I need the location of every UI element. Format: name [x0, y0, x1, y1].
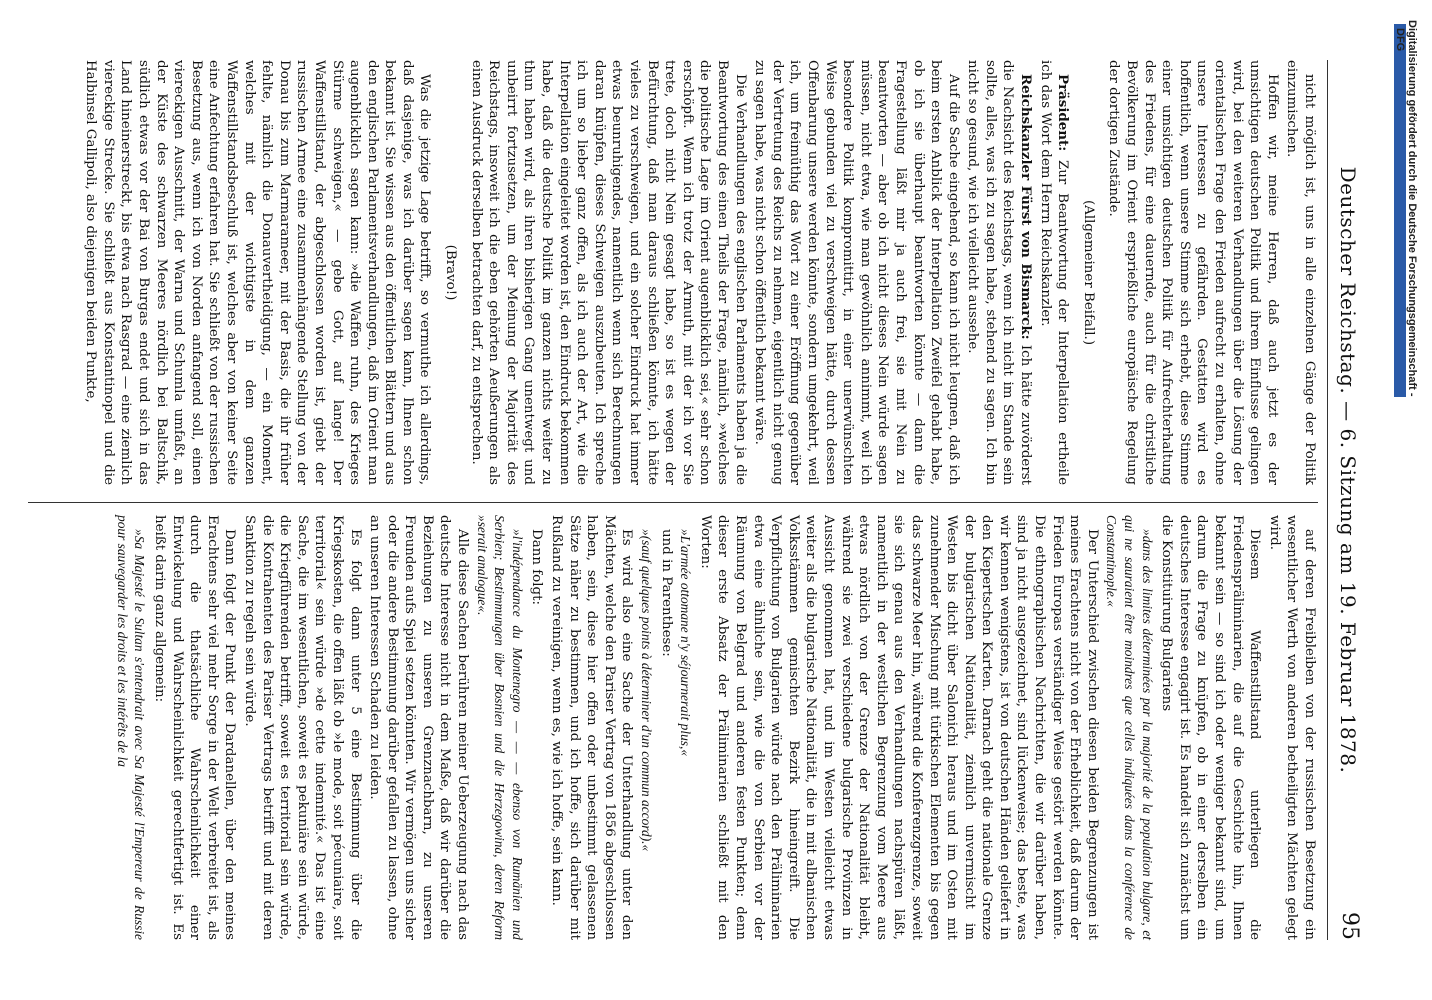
paragraph [657, 515, 675, 940]
paragraph [1158, 515, 1264, 940]
paragraph [547, 515, 635, 940]
column-divider [28, 502, 1318, 503]
paragraph-text: und in Parenthese: [658, 529, 674, 657]
paragraph [696, 515, 1101, 940]
paragraph-text: (Bravo!) [443, 244, 459, 301]
paragraph-text: Auf die Sache eingehend, so kann ich nicht leugnen, daß ich beim ersten Anblick der Interpellation Zweifel gehabt habe, ob ich sie überhaupt beantworten könnte — dann die Fragestellung läßt mir ja auch frei, sie mit Nein zu beantworten — aber ob ich nicht dieses Nein würde sagen müssen, nicht etwa, wie man gewöhnlich annimmt, weil ich besondere Politik kompromittirt, in einer unerwünschten Weise gebunden viel zu verschweigen hätte, durch dessen Offenbarung unsere werden könnte, sondern umgekehrt, weil ich, um freimüthig das Wort zu einer Eröffnung gegenüber der Vertretung des Reichs zu nehmen, eigentlich nicht genug zu sagen habe, was nicht schon öffentlich bekannt wäre. [752, 60, 961, 485]
paragraph [751, 60, 962, 485]
paragraph [1265, 515, 1318, 940]
right-column [111, 515, 1318, 940]
paragraph-text: Hoffen wir, meine Herren, daß auch jetzt es der umsichtigen deutschen Politik und ihrem Einflusse gelingen wird, bei den weiteren Verhandlungen über die Lösung der orientalischen Frage den Frieden aufrecht zu erhalten, ohne unsere Interessen zu gefährden. Gestatten wird es hoffentlich, wenn unsere Stimme sich erhebt, diese Stimme einer umsichtigen deutschen Politik für Aufrechterhaltung des Friedens, für eine dauernde, auch für die christliche Bevölkerung im Orient ersprießliche europäische Regelung der dortigen Zustände. [1106, 60, 1280, 485]
speaker-name: Präsident: [1055, 74, 1072, 152]
digitization-credit [1394, 20, 1424, 980]
stage-direction [442, 60, 460, 485]
paragraph-text: auf deren Freibleiben von der russischen Besetzung ein wesentlicher Werth von anderen betheiligten Mächten gelegt wird. [1266, 515, 1317, 940]
paragraph-text: Es folgt dann unter 5 eine Bestimmung über die Kriegskosten, die offen läßt ob »le mode, soit pécuniaire, soit territorial« sein würde »de cette indemnité.« Das ist eine Sache, die im wesentlichen, soweit es pekuniäre sein würde, die Kriegführenden betrifft, soweit es territorial sein würde, die Kontrahenten des Pariser Vertrags betrifft und mit deren Sanktion zu regeln sein würde. [241, 515, 363, 940]
header-rule [1327, 60, 1328, 940]
paragraph [1036, 60, 1071, 485]
paragraph [82, 60, 434, 485]
paragraph-text: »dans des limites déterminées par la majorité de la population bulgare, et qui ne sauraient être moindres que celles indiquées dans la conférence de Constantinople.« [1104, 515, 1155, 940]
page-number: 95 [1337, 912, 1362, 940]
speaker-name: Reichskanzler Fürst von Bismarck: [1018, 74, 1035, 340]
paragraph-text: (Allgemeiner Beifall.) [1080, 199, 1096, 346]
quoted-passage [113, 515, 148, 940]
quoted-passage [637, 515, 655, 940]
stage-direction [1079, 60, 1097, 485]
paragraph-text: Die Verhandlungen des englischen Parlaments haben ja die Beantwortung des einen Theils der Frage, nämlich, »welches die politische Lage im Orient augenblicklich sei,« sehr schon erschöpft. Wenn ich trotz der Armuth, mit der ich vor Sie trete, doch nicht Nein gesagt habe, so ist es wegen der Befürchtung, daß man daraus schließen könnte, ich hätte vieles zu verschweigen, und ein solcher Eindruck hat immer etwas beunruhigendes, namentlich wenn sich Berechnungen daran knüpfen, dieses Schweigen auszubeuten. Ich spreche ich um so lieber ganz offen, als ich auch der Art, wie die Interpellation eingeleitet worden ist, den Eindruck bekommen habe, daß die deutsche Politik im ganzen nichts weiter zu thun haben wird, als ihren bisherigen Gang unentwegt und unbeirrt fortzusetzen, um der Meinung der Majorität des Reichstags, insoweit ich die eben gehörten Aeußerungen als einen Ausdruck derselben betrachten darf, zu entsprechen. [468, 60, 748, 485]
paragraph-text: Der Unterschied zwischen diesen beiden Begrenzungen ist meines Erachtens nicht von der Erheblichkeit, daß darum der Frieden Europas verständiger Weise gestört werden könnte. Die ethnographischen Nachrichten, die wir darüber haben, sind ja nicht ausgezeichnet, sind lückenweise; das beste, was wir kennen wenigstens, ist von deutschen Händen geliefert in den Kiepertschen Karten. Darnach geht die nationale Grenze der bulgarischen Nationalität, ziemlich unvermischt im Westen bis dicht über Salonichi heraus und im Osten mit zunehmender Mischung mit türkischen Elementen bis gegen das schwarze Meer hin, während die Konferenzgrenze, soweit sie sich genau aus den Verhandlungen nachspüren läßt, namentlich in der westlichen Begrenzung vom Meere aus etwas nördlich von der Grenze der Nationalität bleibt, während sie zwei verschiedene bulgarische Provinzen in Aussicht genommen hat, und im Westen vielleicht etwas weiter als die bulgarische Nationalität, die in mit albanischen Volksstämmen gemischten Bezirk hineingreift. Die Verpflichtung von Bulgarien würde nach den Präliminarien etwa eine ähnliche sein, wie die von Serbien vor der Räumung von Belgrad und anderen festen Punkten; denn dieser erste Absatz der Präliminarien schließt mit den Worten: [697, 515, 1100, 940]
paragraph [150, 515, 238, 940]
paragraph [528, 515, 546, 940]
paragraph-text: Was die jetzige Lage betrifft, so vermuthe ich allerdings, daß dasjenige, was ich darüber sagen kann, Ihnen schon bekannt ist. Sie wissen aus den öffentlichen Blättern und aus den englischen Parlamentsverhandlungen, daß im Orient man augenblicklich sagen kann: »die Waffen ruhn, des Krieges Stürme schweigen,« — gebe Gott, auf lange! Der Waffenstillstand, der abgeschlossen worden ist, giebt der russischen Armee eine zusammenhängende Stellung von der Donau bis zum Marmarameer, mit der Basis, die ihr früher fehlte, nämlich die Donauvertheidigung, — ein Moment, welches mit der wichtigste in dem ganzen Waffenstillstandsbeschluß ist, welches aber von keiner Seite eine Anfechtung erfahren hat. Sie schließt von der russischen Besetzung aus, wenn ich von Norden anfangend soll, einen viereckigen Ausschnitt, der Warna und Schumla umfaßt, an der Küste des schwarzen Meeres nördlich bei Baltschik, südlich etwas vor der Bai von Burgas endet und sich in das Land hineinerstreckt, bis etwa nach Rasgrad — eine ziemlich viereckige Strecke. Sie schließt aus Konstantinopel und die Halbinsel Gallipoli, also diejenigen beiden Punkte, [83, 60, 433, 485]
credit-text: Digitalisierung gefördert durch die Deutsche Forschungsgemeinschaft - [1406, 20, 1418, 397]
paragraph [240, 515, 363, 940]
paragraph [964, 60, 1034, 485]
running-title: Deutscher Reichstag. — 6. Sitzung am 19. Februar 1878. [1336, 166, 1360, 774]
paragraph-text: Es wird also eine Sache der Unterhandlung unter den Mächten, welche den Pariser Vertrag von 1856 abgeschlossen haben, sein, diese hier offen oder unbestimmt gelassenen Sätze näher zu bestimmen, und ich hoffe, sich darüber mit Rußland zu vereinigen, wenn es, wie ich hoffe, sein kann. [549, 515, 635, 940]
paragraph-text: Ich hätte zuvörderst die Nachsicht des Reichstags, wenn ich nicht im Stande sein sollte, alles, was ich zu sagen habe, stehend zu sagen. Ich bin nicht so gesund, wie ich vielleicht aussehe. [965, 60, 1034, 485]
paragraph-text: »L'armée ottomane n'y séjournerait plus,« [678, 529, 694, 757]
paragraph-text: »(sauf quelques points à déterminer d'un commun accord).« [639, 529, 655, 852]
paragraph-text: Zur Beantwortung der Interpellation ertheile ich das Wort dem Herrn Reichskanzler. [1037, 60, 1071, 485]
paragraph [1283, 60, 1318, 485]
quoted-passage [677, 515, 695, 940]
dfg-badge: DFG [1394, 24, 1406, 397]
quoted-passage [473, 515, 526, 940]
paragraph-text: nicht möglich ist, uns in alle einzelnen Gänge der Politik einzumischen. [1284, 60, 1317, 485]
quoted-passage [1103, 515, 1156, 940]
paragraph [467, 60, 749, 485]
paragraph-text: »Sa Majesté le Sultan s'entendrait avec Sa Majesté l'Empereur de Russie pour sauvegarder les droits et les intérêts de la [114, 515, 148, 940]
paragraph-text: Dann folgt der Punkt der Dardanellen, über den meines Erachtens sehr viel mehr Sorge in der Welt verbreitet ist, als durch die thatsächliche Wahrscheinlichkeit einer Entwickelung und Wahrscheinlichkeit gerechtfertigt ist. Es heißt darin ganz allgemein: [152, 515, 238, 940]
paragraph-text: »l'indépendance du Montenegro — — — ebenso von Rumänien und Serbien; Bestimmungen über Bosnien und die Herzegowina, deren Reform »serait analogue«. [474, 515, 525, 940]
paragraph-text: Diesem Waffenstillstand unterliegen die Friedenspräliminarien, die auf die Geschichte hin, Ihnen bekannt sein — so sind ich oder weniger bekannt sind, um darum die Frage zu knüpfen, ob in einer derselben ein deutsches Interesse engagirt ist. Es handelt sich zunächst um die Konstituirung Bulgariens [1159, 515, 1263, 940]
paragraph-text: Dann folgt: [529, 529, 545, 605]
paragraph [366, 515, 472, 940]
paragraph [1105, 60, 1281, 485]
paragraph-text: Alle diese Sachen berühren meiner Ueberzeugung nach das deutsche Interesse nicht in dem Maße, daß wir darüber die Beziehungen zu unseren Grenznachbarn, zu unseren Freunden aufs Spiel setzen könnten. Wir vermögen uns sicher oder die andere Bestimmung darüber gefallen zu lassen, ohne an unseren Interessen Schaden zu leiden. [367, 515, 471, 940]
page-header [1332, 60, 1362, 940]
left-column [80, 60, 1318, 485]
